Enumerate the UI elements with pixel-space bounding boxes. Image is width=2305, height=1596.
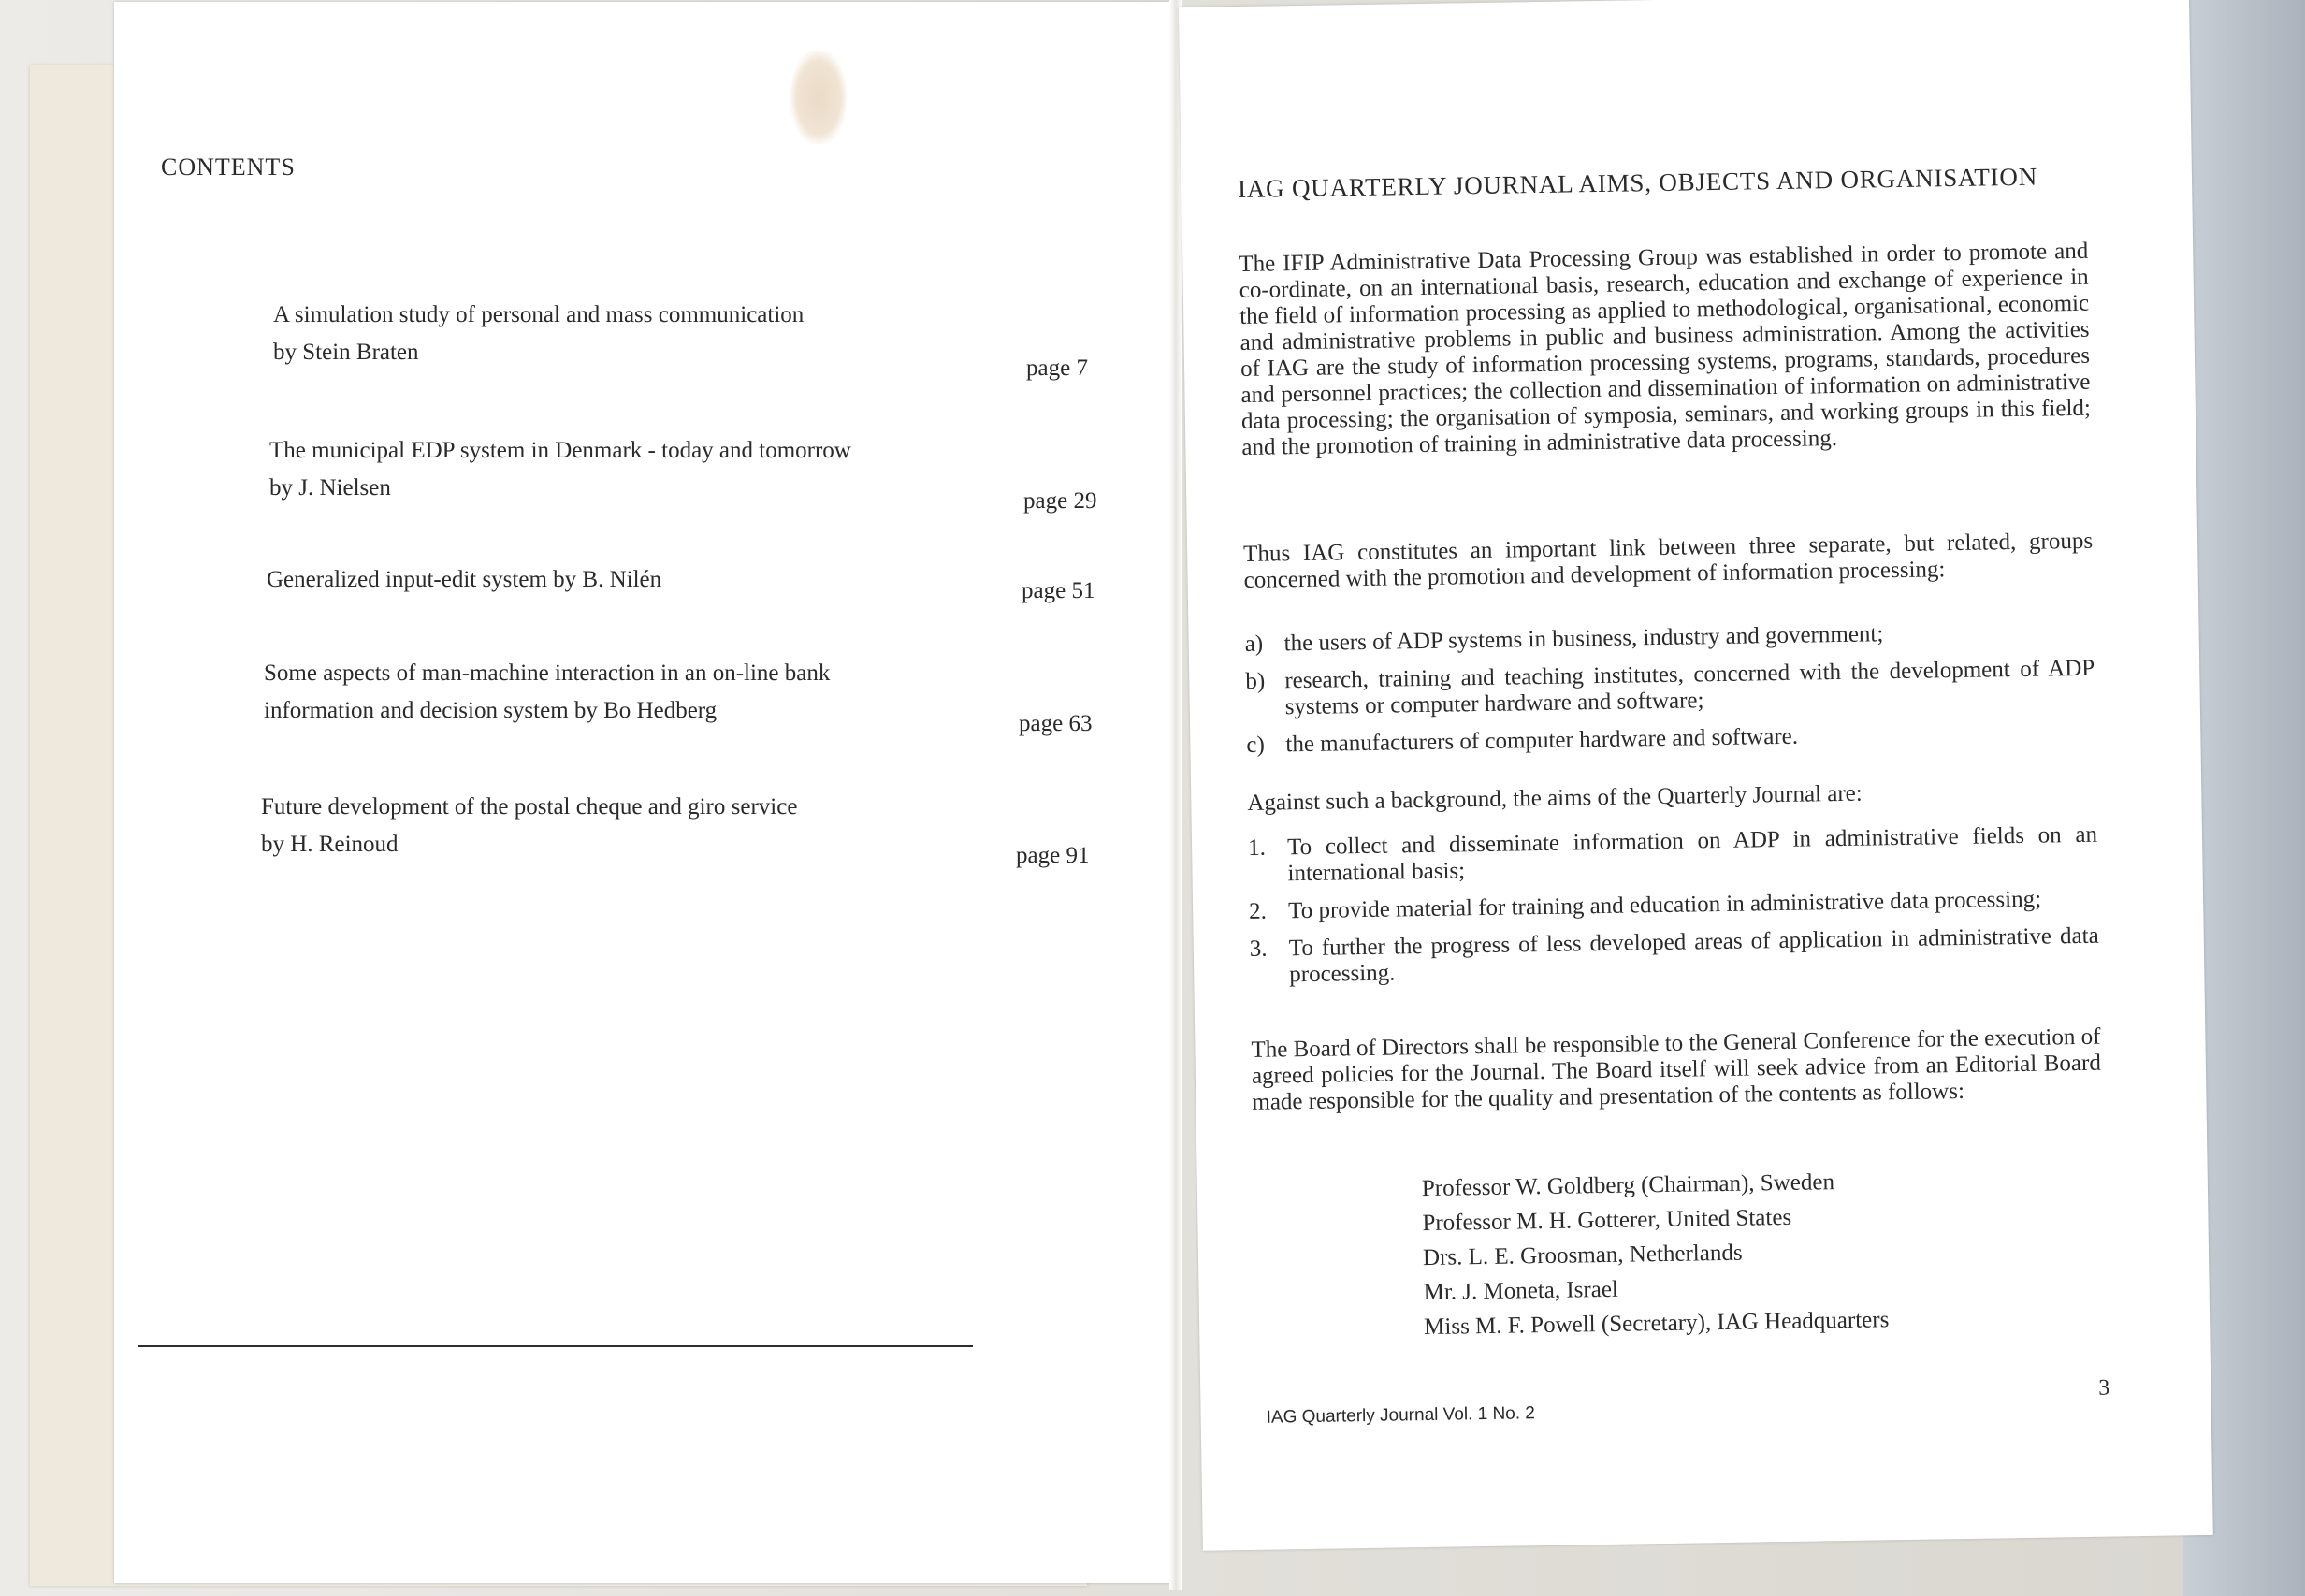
toc-entry bbox=[261, 789, 797, 863]
toc-page-number: page 7 bbox=[1026, 355, 1088, 381]
page-number: 3 bbox=[2098, 1375, 2110, 1400]
editorial-board-list bbox=[1422, 1164, 1890, 1344]
list-item: 2. To provide material for training and education in administrative data processing; bbox=[1248, 886, 2042, 924]
toc-entry-author: by J. Nielsen bbox=[269, 475, 391, 501]
toc-entry-author: by H. Reinoud bbox=[261, 832, 399, 857]
toc-page-number: page 51 bbox=[1022, 578, 1095, 603]
board-paragraph: The Board of Directors shall be responsible to the General Conference for the execution of agreed policies for the Journal. The Board itself will seek advice from an Editorial Board made responsible for the quality and presentation of the contents as follows: bbox=[1251, 1023, 2102, 1115]
list-item: Professor W. Goldberg (Chairman), Sweden bbox=[1421, 1169, 1835, 1202]
list-item: c) the manufacturers of computer hardware and software. bbox=[1246, 723, 1799, 758]
toc-entry bbox=[273, 297, 804, 371]
toc-entry bbox=[264, 655, 830, 730]
list-item: 1. To collect and disseminate information on ADP in administrative fields on an international basis; bbox=[1247, 821, 2098, 887]
toc-entry-title: A simulation study of personal and mass communication bbox=[273, 302, 805, 327]
list-item: a) the users of ADP systems in business, industry and government; bbox=[1244, 621, 1884, 657]
contents-rule bbox=[138, 1345, 973, 1347]
aims-list bbox=[1248, 822, 2100, 1000]
page-title: IAG QUARTERLY JOURNAL AIMS, OBJECTS AND ORGANISATION bbox=[1237, 162, 2038, 204]
toc-page-number: page 91 bbox=[1016, 843, 1090, 868]
book-gutter bbox=[1169, 0, 1182, 1590]
toc-entry-author: information and decision system by Bo Hedberg bbox=[264, 698, 718, 723]
toc-entry bbox=[269, 432, 851, 507]
list-item: Professor M. H. Gotterer, United States bbox=[1422, 1204, 1792, 1237]
toc-page-number: page 63 bbox=[1019, 711, 1093, 736]
list-item: Drs. L. E. Groosman, Netherlands bbox=[1422, 1240, 1743, 1271]
toc-entry-title: Generalized input-edit system by B. Nilén bbox=[267, 567, 662, 592]
list-item: b) research, training and teaching institutes, concerned with the development of ADP systems or computer hardware and software; bbox=[1245, 655, 2095, 720]
toc-entry bbox=[267, 561, 661, 599]
contents-heading: CONTENTS bbox=[161, 153, 296, 181]
paper-stain bbox=[790, 51, 847, 144]
right-page bbox=[1179, 0, 2213, 1551]
list-item: 3. To further the progress of less developed areas of application in administrative data processing. bbox=[1249, 922, 2099, 988]
list-item: Miss M. F. Powell (Secretary), IAG Headquarters bbox=[1423, 1307, 1890, 1341]
toc-entry-author: by Stein Braten bbox=[273, 340, 419, 365]
toc-page-number: page 29 bbox=[1023, 488, 1097, 514]
toc-entry-title: Some aspects of man-machine interaction in an on-line bank bbox=[264, 660, 831, 686]
aims-intro: Against such a background, the aims of the Quarterly Journal are: bbox=[1247, 780, 1863, 816]
journal-footer: IAG Quarterly Journal Vol. 1 No. 2 bbox=[1266, 1403, 1536, 1428]
toc-entry-title: Future development of the postal cheque and giro service bbox=[261, 794, 798, 820]
groups-list bbox=[1244, 618, 2095, 770]
toc-entry-title: The municipal EDP system in Denmark - today and tomorrow bbox=[269, 438, 851, 463]
groups-paragraph: Thus IAG constitutes an important link between three separate, but related, groups concerned with the promotion and development of information processing: bbox=[1242, 528, 2094, 593]
list-item: Mr. J. Moneta, Israel bbox=[1423, 1276, 1619, 1306]
intro-paragraph: The IFIP Administrative Data Processing Group was established in order to promote and co-ordinate, on an international basis, research, education and exchange of experience in the field of information processing as applied to methodological, organisational, economic and administrative problems in public and business administration. Among the activities of IAG are the study of information processing systems, programs, standards, procedures and personnel practices; the collection and dissemination of information on administrative data processing; the organisation of symposia, seminars, and working groups in this field; and the promotion of training in administrative data processing. bbox=[1239, 238, 2092, 460]
